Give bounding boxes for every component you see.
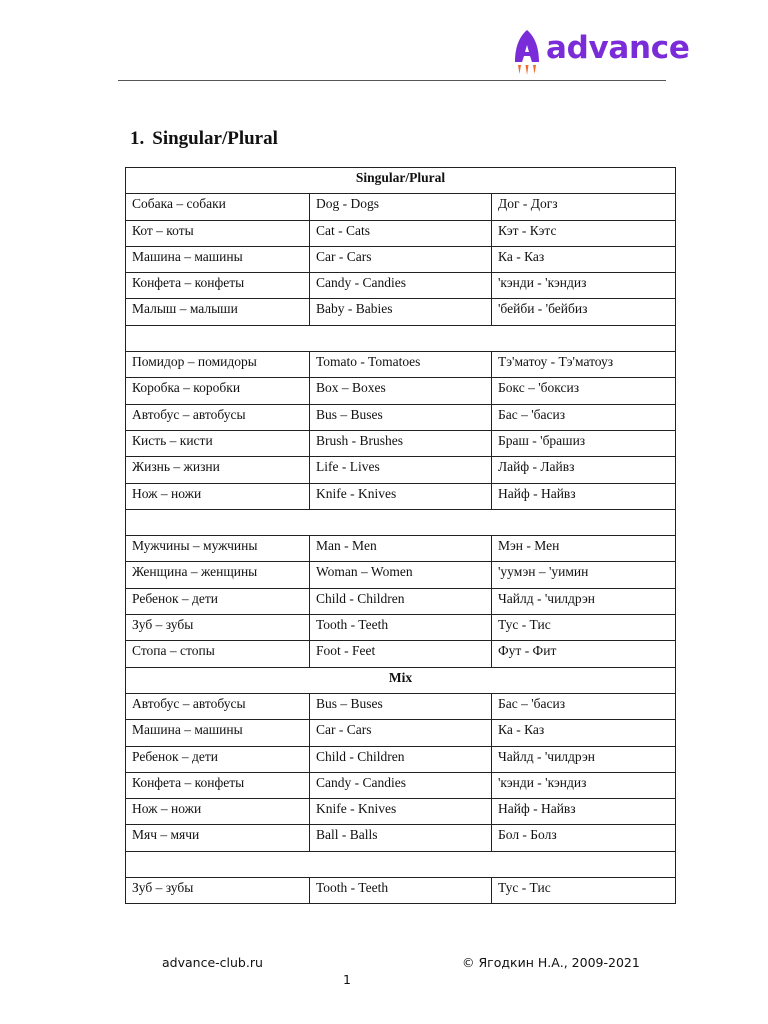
table-row [126,562,676,588]
pronunciation-cell: 'бейби - 'бейбиз [492,299,676,325]
table-row [126,483,676,509]
russian-cell: Ребенок – дети [126,588,310,614]
pronunciation-cell: Найф - Найвз [492,799,676,825]
english-cell: Knife - Knives [310,799,492,825]
spacer-cell [126,325,676,351]
section-header-cell: Singular/Plural [126,168,676,194]
pronunciation-cell: Браш - 'брашиз [492,430,676,456]
pronunciation-cell: Ка - Каз [492,246,676,272]
table-row [126,825,676,851]
table-row [126,746,676,772]
russian-cell: Зуб – зубы [126,615,310,641]
pronunciation-cell: 'уумэн – 'уимин [492,562,676,588]
russian-cell: Кот – коты [126,220,310,246]
table-row [126,615,676,641]
english-cell: Tooth - Teeth [310,878,492,904]
english-cell: Foot - Feet [310,641,492,667]
table-row [126,693,676,719]
table-row [126,536,676,562]
pronunciation-cell: Лайф - Лайвз [492,457,676,483]
spacer-cell [126,851,676,877]
pronunciation-cell: Бас – 'басиз [492,404,676,430]
russian-cell: Нож – ножи [126,799,310,825]
pronunciation-cell: 'кэнди - 'кэндиз [492,772,676,798]
section-number: 1. [130,128,145,149]
pronunciation-cell: Тэ'матоу - Тэ'матоуз [492,352,676,378]
russian-cell: Коробка – коробки [126,378,310,404]
russian-cell: Кисть – кисти [126,430,310,456]
pronunciation-cell: Чайлд - 'чилдрэн [492,746,676,772]
pronunciation-cell: Тус - Тис [492,878,676,904]
pronunciation-cell: Мэн - Мен [492,536,676,562]
logo-text: advance [546,30,690,66]
english-cell: Life - Lives [310,457,492,483]
table-row [126,299,676,325]
russian-cell: Собака – собаки [126,194,310,220]
english-cell: Man - Men [310,536,492,562]
rocket-logo-icon [512,28,542,76]
russian-cell: Автобус – автобусы [126,404,310,430]
russian-cell: Нож – ножи [126,483,310,509]
english-cell: Tomato - Tomatoes [310,352,492,378]
english-cell: Ball - Balls [310,825,492,851]
section-heading [130,128,278,150]
table-row [126,273,676,299]
russian-cell: Машина – машины [126,720,310,746]
russian-cell: Ребенок – дети [126,746,310,772]
pronunciation-cell: Дог - Догз [492,194,676,220]
table-row [126,799,676,825]
russian-cell: Машина – машины [126,246,310,272]
russian-cell: Автобус – автобусы [126,693,310,719]
table-section-header [126,667,676,693]
table-spacer-row [126,325,676,351]
english-cell: Box – Boxes [310,378,492,404]
russian-cell: Конфета – конфеты [126,772,310,798]
pronunciation-cell: Фут - Фит [492,641,676,667]
pronunciation-cell: Тус - Тис [492,615,676,641]
brand-logo [512,28,690,76]
table-row [126,588,676,614]
section-header-cell: Mix [126,667,676,693]
table-row [126,246,676,272]
table-row [126,352,676,378]
russian-cell: Мяч – мячи [126,825,310,851]
table-row [126,878,676,904]
table-row [126,772,676,798]
table-row [126,378,676,404]
pronunciation-cell: Кэт - Кэтс [492,220,676,246]
pronunciation-cell: Бас – 'басиз [492,693,676,719]
pronunciation-cell: Чайлд - 'чилдрэн [492,588,676,614]
english-cell: Candy - Candies [310,772,492,798]
russian-cell: Жизнь – жизни [126,457,310,483]
english-cell: Tooth - Teeth [310,615,492,641]
english-cell: Baby - Babies [310,299,492,325]
vocabulary-table [125,167,676,904]
pronunciation-cell: Ка - Каз [492,720,676,746]
english-cell: Candy - Candies [310,273,492,299]
russian-cell: Женщина – женщины [126,562,310,588]
pronunciation-cell: 'кэнди - 'кэндиз [492,273,676,299]
russian-cell: Зуб – зубы [126,878,310,904]
table-spacer-row [126,509,676,535]
english-cell: Bus – Buses [310,693,492,719]
header-divider [118,80,666,81]
table-row [126,641,676,667]
spacer-cell [126,509,676,535]
russian-cell: Малыш – малыши [126,299,310,325]
table-spacer-row [126,851,676,877]
pronunciation-cell: Найф - Найвз [492,483,676,509]
english-cell: Cat - Cats [310,220,492,246]
pronunciation-cell: Бол - Болз [492,825,676,851]
section-title: Singular/Plural [152,128,278,149]
english-cell: Car - Cars [310,246,492,272]
table-row [126,720,676,746]
english-cell: Bus – Buses [310,404,492,430]
english-cell: Brush - Brushes [310,430,492,456]
table-row [126,194,676,220]
table-row [126,220,676,246]
table-row [126,457,676,483]
footer-site: advance-club.ru [162,955,263,970]
english-cell: Child - Children [310,746,492,772]
footer-copyright: © Ягодкин Н.А., 2009-2021 [462,955,640,970]
russian-cell: Конфета – конфеты [126,273,310,299]
russian-cell: Мужчины – мужчины [126,536,310,562]
english-cell: Knife - Knives [310,483,492,509]
table-row [126,404,676,430]
russian-cell: Помидор – помидоры [126,352,310,378]
page-number: 1 [343,972,351,987]
english-cell: Dog - Dogs [310,194,492,220]
english-cell: Woman – Women [310,562,492,588]
table-section-header [126,168,676,194]
english-cell: Child - Children [310,588,492,614]
russian-cell: Стопа – стопы [126,641,310,667]
table-row [126,430,676,456]
pronunciation-cell: Бокс – 'боксиз [492,378,676,404]
english-cell: Car - Cars [310,720,492,746]
